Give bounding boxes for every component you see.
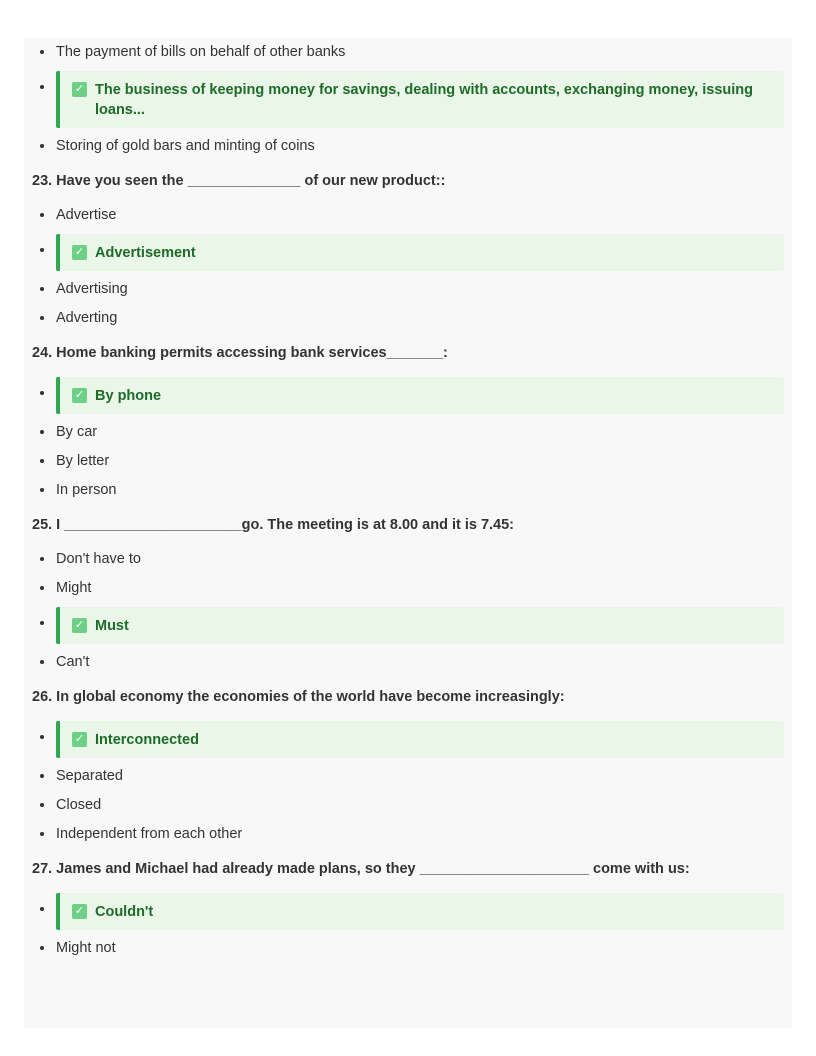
option-item <box>32 476 784 505</box>
check-icon: ✓ <box>72 388 87 403</box>
option-text: Storing of gold bars and minting of coins <box>56 138 315 154</box>
option-item-correct <box>32 230 784 275</box>
option-item <box>32 648 784 677</box>
option-item <box>32 934 784 963</box>
option-text: In person <box>56 482 117 498</box>
option-item <box>32 304 784 333</box>
question-title: 23. Have you seen the ______________ of our new product:: <box>32 173 446 189</box>
option-text: The business of keeping money for savings, dealing with accounts, exchanging money, issuing loans... <box>95 82 754 118</box>
option-item <box>32 820 784 849</box>
option-list <box>32 717 784 849</box>
option-list <box>32 373 784 505</box>
check-icon: ✓ <box>72 82 87 97</box>
correct-answer-box <box>56 721 784 758</box>
option-item-correct <box>32 717 784 762</box>
option-text: Can't <box>56 654 90 670</box>
correct-answer-box <box>56 607 784 644</box>
option-item-correct <box>32 889 784 934</box>
option-item <box>32 201 784 230</box>
option-list <box>32 38 784 161</box>
option-text: Closed <box>56 797 102 813</box>
option-text: Couldn't <box>95 904 154 920</box>
option-text: Advertisement <box>95 245 196 261</box>
option-item <box>32 791 784 820</box>
option-item-correct <box>32 603 784 648</box>
option-item-correct <box>32 373 784 418</box>
option-text: Independent from each other <box>56 826 243 842</box>
option-list <box>32 889 784 963</box>
option-text: Separated <box>56 768 123 784</box>
check-icon: ✓ <box>72 245 87 260</box>
option-text: Adverting <box>56 310 118 326</box>
option-list <box>32 545 784 677</box>
option-item <box>32 132 784 161</box>
option-item <box>32 418 784 447</box>
option-item <box>32 275 784 304</box>
correct-answer-box <box>56 71 784 128</box>
option-item <box>32 762 784 791</box>
option-text: By car <box>56 424 98 440</box>
option-text: Interconnected <box>95 732 199 748</box>
option-text: Must <box>95 618 129 634</box>
question-title: 24. Home banking permits accessing bank services_______: <box>32 345 448 361</box>
quiz-page <box>24 38 792 1028</box>
option-text: By letter <box>56 453 110 469</box>
correct-answer-box <box>56 893 784 930</box>
check-icon: ✓ <box>72 904 87 919</box>
option-text: Might <box>56 580 92 596</box>
option-text: Might not <box>56 940 116 956</box>
question-title: 26. In global economy the economies of the world have become increasingly: <box>32 689 565 705</box>
option-text: Advertising <box>56 281 128 297</box>
option-text: Don't have to <box>56 551 141 567</box>
option-text: Advertise <box>56 207 117 223</box>
check-icon: ✓ <box>72 732 87 747</box>
option-text: The payment of bills on behalf of other banks <box>56 44 346 60</box>
option-item <box>32 447 784 476</box>
question-title: 25. I ______________________go. The meeting is at 8.00 and it is 7.45: <box>32 517 515 533</box>
option-item-correct <box>32 67 784 132</box>
option-item <box>32 545 784 574</box>
option-list <box>32 201 784 333</box>
question-title: 27. James and Michael had already made plans, so they _____________________ come with us: <box>32 861 690 877</box>
option-item <box>32 574 784 603</box>
check-icon: ✓ <box>72 618 87 633</box>
option-item <box>32 38 784 67</box>
option-text: By phone <box>95 388 162 404</box>
correct-answer-box <box>56 234 784 271</box>
correct-answer-box <box>56 377 784 414</box>
